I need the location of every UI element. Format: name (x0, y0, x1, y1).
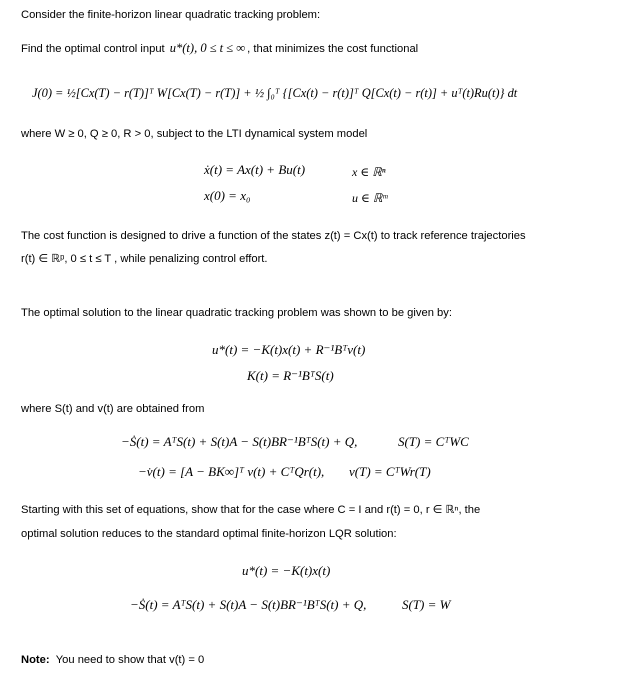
note-text: You need to show that v(t) = 0 (55, 654, 205, 666)
riccati-terminal: S(T) = CᵀWC (398, 434, 469, 449)
lqr-control-law: u*(t) = −K(t)x(t) (242, 563, 331, 578)
optimal-control-law: u*(t) = −K(t)x(t) + R⁻¹Bᵀv(t) (212, 342, 366, 357)
state-domain: x ∈ ℝⁿ (352, 165, 386, 179)
state-equation: ẋ(t) = Ax(t) + Bu(t) (204, 162, 306, 177)
note-line (21, 653, 204, 667)
riccati-equation: −Ṡ(t) = AᵀS(t) + S(t)A − S(t)BR⁻¹BᵀS(t) + Q, (121, 434, 358, 449)
lqr-terminal: S(T) = W (402, 597, 451, 612)
design-line-1: The cost function is designed to drive a function of the states z(t) = Cx(t) to track reference trajectories (21, 230, 526, 242)
solution-intro: The optimal solution to the linear quadratic tracking problem was shown to be given by: (21, 307, 452, 319)
note-label: Note: (21, 654, 50, 666)
design-line-2: r(t) ∈ ℝᵖ, 0 ≤ t ≤ T , while penalizing control effort. (21, 253, 268, 265)
where-constraints-text: where W ≥ 0, Q ≥ 0, R > 0, subject to the LTI dynamical system model (21, 128, 368, 140)
find-control: u*(t), 0 ≤ t ≤ ∞ (169, 41, 246, 55)
initial-condition: x(0) = x₀ (204, 188, 251, 203)
v-terminal: v(T) = CᵀWr(T) (349, 464, 431, 479)
input-domain: u ∈ ℝᵐ (352, 191, 388, 205)
gain-equation: K(t) = R⁻¹BᵀS(t) (247, 368, 334, 383)
find-prefix: Find the optimal control input (21, 43, 165, 55)
problem-intro: Consider the finite-horizon linear quadratic tracking problem: (21, 9, 321, 21)
cost-functional-equation: J(0) = ½[Cx(T) − r(T)]ᵀ W[Cx(T) − r(T)] + ½ ∫₀ᵀ {[Cx(t) − r(t)]ᵀ Q[Cx(t) − r(t)] + uᵀ(t)Ru(t)} dt (32, 86, 518, 100)
find-suffix: , that minimizes the cost functional (247, 43, 419, 55)
task-line-2: optimal solution reduces to the standard optimal finite-horizon LQR solution: (21, 528, 397, 540)
task-line-1: Starting with this set of equations, show that for the case where C = I and r(t) = 0, r ∈ ℝⁿ, the (21, 504, 481, 516)
v-equation: −v̇(t) = [A − BK∞]ᵀ v(t) + CᵀQr(t), (138, 464, 325, 479)
find-line (21, 41, 418, 56)
lqr-riccati-equation: −Ṡ(t) = AᵀS(t) + S(t)A − S(t)BR⁻¹BᵀS(t) + Q, (130, 597, 367, 612)
solution-where-text: where S(t) and v(t) are obtained from (21, 403, 205, 415)
